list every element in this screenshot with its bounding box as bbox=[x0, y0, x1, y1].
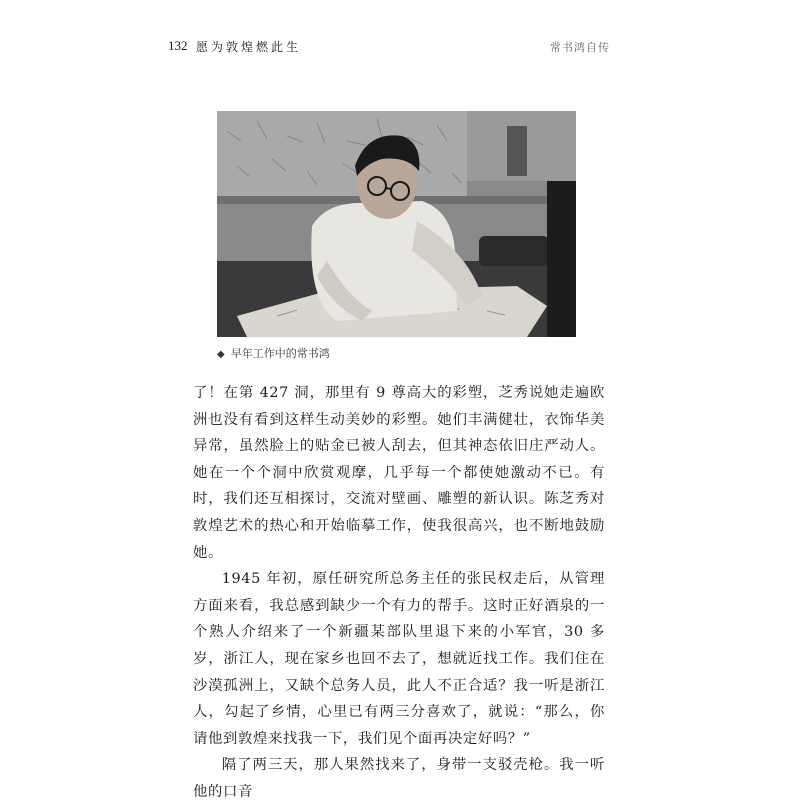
paragraph: 1945 年初，原任研究所总务主任的张民权走后，从管理方面来看，我总感到缺少一个有力的帮手。这时正好酒泉的一个熟人介绍来了一个新疆某部队里退下来的小军官，30 多岁，浙江人，现在家乡也回不去了，想就近找工作。我们住在沙漠孤洲上，又缺个总务人员，此人不正合适？我一听是浙江人，勾起了乡情，心里已有两三分喜欢了，就说：“那么，你请他到敦煌来找我一下，我们见个面再决定好吗？” bbox=[193, 571, 605, 747]
book-title: 愿为敦煌燃此生 bbox=[196, 40, 302, 54]
paragraph: 隔了两三天，那人果然找来了，身带一支驳壳枪。我一听他的口音 bbox=[193, 757, 605, 800]
photo-caption bbox=[217, 345, 330, 361]
photograph bbox=[217, 111, 576, 337]
body-text bbox=[193, 380, 605, 806]
running-head: 常书鸿自传 bbox=[550, 41, 610, 54]
page-header bbox=[168, 38, 610, 58]
caption-text: 早年工作中的常书鸿 bbox=[230, 347, 330, 360]
page-number: 132 bbox=[168, 38, 188, 53]
paragraph: 了！在第 427 洞，那里有 9 尊高大的彩塑，芝秀说她走遍欧洲也没有看到这样生动美妙的彩塑。她们丰满健壮，衣饰华美异常，虽然脸上的贴金已被人刮去，但其神态依旧庄严动人。她在一个个洞中欣赏观摩，几乎每一个都使她激动不已。有时，我们还互相探讨，交流对壁画、雕塑的新认识。陈芝秀对敦煌艺术的热心和开始临摹工作，使我很高兴，也不断地鼓励她。 bbox=[193, 385, 605, 561]
caption-bullet: ◆ bbox=[217, 349, 225, 360]
